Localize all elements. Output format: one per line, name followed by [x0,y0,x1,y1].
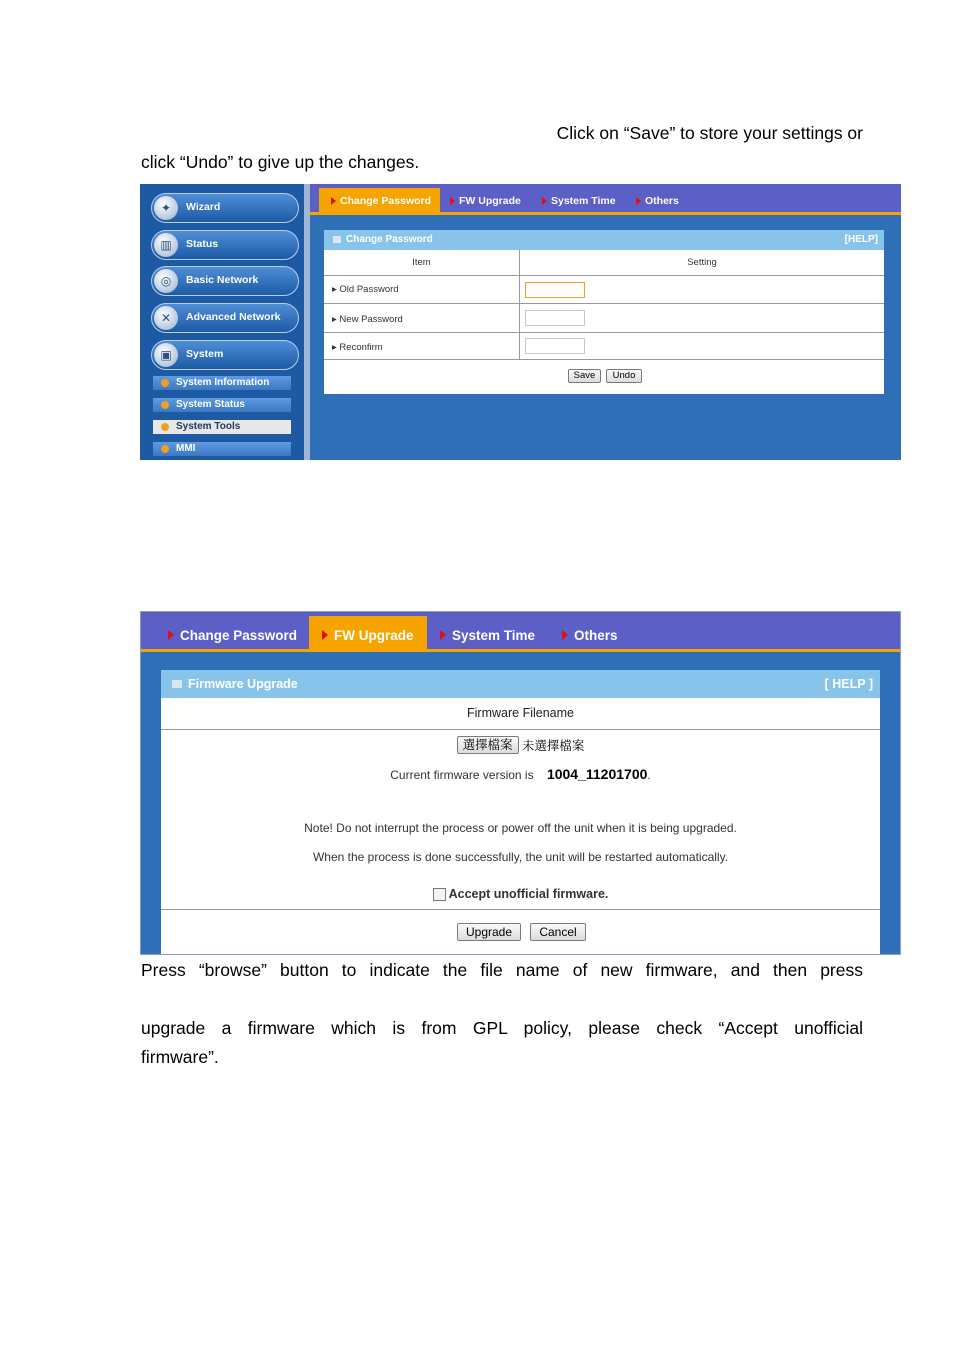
instruction-save-text: Click on “Save” to store your settings or [556,123,863,143]
tab-fw-upgrade[interactable] [440,188,532,212]
nav-basic-network-label: Basic Network [186,274,259,286]
browse-instruction-text: Press “browse” button to indicate the file name of new firmware, and then press [141,960,863,980]
help-link[interactable]: [HELP] [844,234,878,245]
old-password-input[interactable] [525,282,585,298]
tab-change-password[interactable] [154,616,309,649]
red-arrow-icon [440,630,446,640]
nav-wizard-label: Wizard [186,201,221,213]
tab-bar [310,184,901,215]
globe-icon: ◎ [154,269,178,293]
red-arrow-icon [450,197,455,205]
save-button[interactable]: Save [568,369,601,383]
filename-header-row [161,698,880,730]
tab-label: Others [574,627,618,643]
tab-bar [141,612,901,652]
bullet-icon [161,423,169,431]
row-text: Reconfirm [339,342,383,353]
firmware-version-line [161,766,880,782]
nav-system-button[interactable] [151,340,299,370]
accept-label: Accept unofficial firmware. [448,887,609,901]
change-password-panel [324,230,884,394]
tab-others[interactable] [549,616,629,649]
tools-icon: ✕ [154,306,178,330]
tab-system-time[interactable] [427,616,549,649]
firmware-upgrade-panel [161,670,880,955]
help-link[interactable]: [ HELP ] [824,677,873,691]
column-header-item: Item [324,250,519,276]
submenu-system-tools[interactable] [153,420,291,434]
tab-label: System Time [452,627,536,643]
upgrade-button[interactable]: Upgrade [457,923,521,941]
cancel-button[interactable]: Cancel [530,923,586,941]
nav-advanced-network-button[interactable] [151,303,299,333]
restart-note: When the process is done successfully, the unit will be restarted automatically. [312,850,729,864]
tab-system-time[interactable] [532,188,627,212]
gpl-instruction-end: firmware”. [141,1047,219,1067]
table-row [324,304,884,333]
firmware-filename-header: Firmware Filename [467,706,574,720]
no-file-text: 未選擇檔案 [521,739,585,753]
gpl-instruction-text: upgrade a firmware which is from GPL policy, please check “Accept unofficial [141,1018,863,1038]
submenu-label: System Status [176,399,245,410]
status-chart-icon: ▥ [154,233,178,257]
tab-others[interactable] [627,188,689,212]
firmware-version: 1004_11201700 [546,766,648,782]
panel-header [324,230,884,250]
choose-file-button[interactable]: 選擇檔案 [457,736,519,754]
panel-title: Firmware Upgrade [188,677,298,691]
submenu-label: System Information [176,377,270,388]
red-arrow-icon [562,630,568,640]
instruction-undo-text: click “Undo” to give up the changes. [141,152,420,172]
accept-unofficial-firmware[interactable] [161,887,880,901]
wizard-wand-icon: ✦ [154,196,178,220]
red-arrow-icon [542,197,547,205]
sidebar [140,184,304,460]
nav-status-label: Status [186,238,219,250]
submenu-system-information[interactable] [153,376,291,390]
undo-button[interactable]: Undo [606,369,642,383]
bullet-icon [161,445,169,453]
nav-basic-network-button[interactable] [151,266,299,296]
panel-title: Change Password [346,234,433,245]
tab-label: Others [645,195,679,208]
row-label-new-password: ▸ New Password [332,314,403,325]
nav-system-label: System [186,348,224,360]
tab-change-password[interactable] [319,188,440,212]
submenu-label: MMI [176,443,196,454]
system-monitor-icon: ▣ [154,343,178,367]
bullet-icon [161,379,169,387]
accept-unofficial-checkbox[interactable] [433,888,446,901]
fw-upgrade-screenshot [140,611,901,955]
change-password-screenshot [140,184,901,460]
red-arrow-icon [331,197,336,205]
reconfirm-password-input[interactable] [525,338,585,354]
submenu-label: System Tools [176,421,241,432]
column-divider [519,250,520,360]
panel-icon [172,680,182,688]
panel-icon [333,236,341,243]
tab-label: Change Password [340,195,432,208]
row-text: New Password [339,314,403,325]
column-header-setting: Setting [520,250,884,276]
tab-underline [141,649,901,652]
tab-fw-upgrade[interactable] [309,616,427,649]
nav-status-button[interactable] [151,230,299,260]
table-row [324,333,884,360]
panel-header [161,670,880,698]
tab-label: Change Password [180,627,298,643]
submenu-mmi[interactable] [153,442,291,456]
submenu-system-status[interactable] [153,398,291,412]
nav-wizard-button[interactable] [151,193,299,223]
tab-label: System Time [551,195,616,208]
nav-advanced-network-label: Advanced Network [186,311,281,323]
bullet-icon [161,401,169,409]
tab-underline [310,212,901,215]
new-password-input[interactable] [525,310,585,326]
red-arrow-icon [636,197,641,205]
red-arrow-icon [322,630,328,640]
tab-label: FW Upgrade [459,195,521,208]
tab-label: FW Upgrade [334,627,414,643]
file-chooser [161,736,880,754]
row-label-reconfirm: ▸ Reconfirm [332,342,383,353]
sidebar-divider [304,184,310,460]
upgrade-note: Note! Do not interrupt the process or power off the unit when it is being upgraded. [304,821,737,835]
version-label: Current firmware version is [390,768,534,782]
version-suffix: . [647,768,651,782]
table-row [324,276,884,304]
row-label-old-password: ▸ Old Password [332,284,399,295]
red-arrow-icon [168,630,174,640]
row-text: Old Password [339,284,399,295]
